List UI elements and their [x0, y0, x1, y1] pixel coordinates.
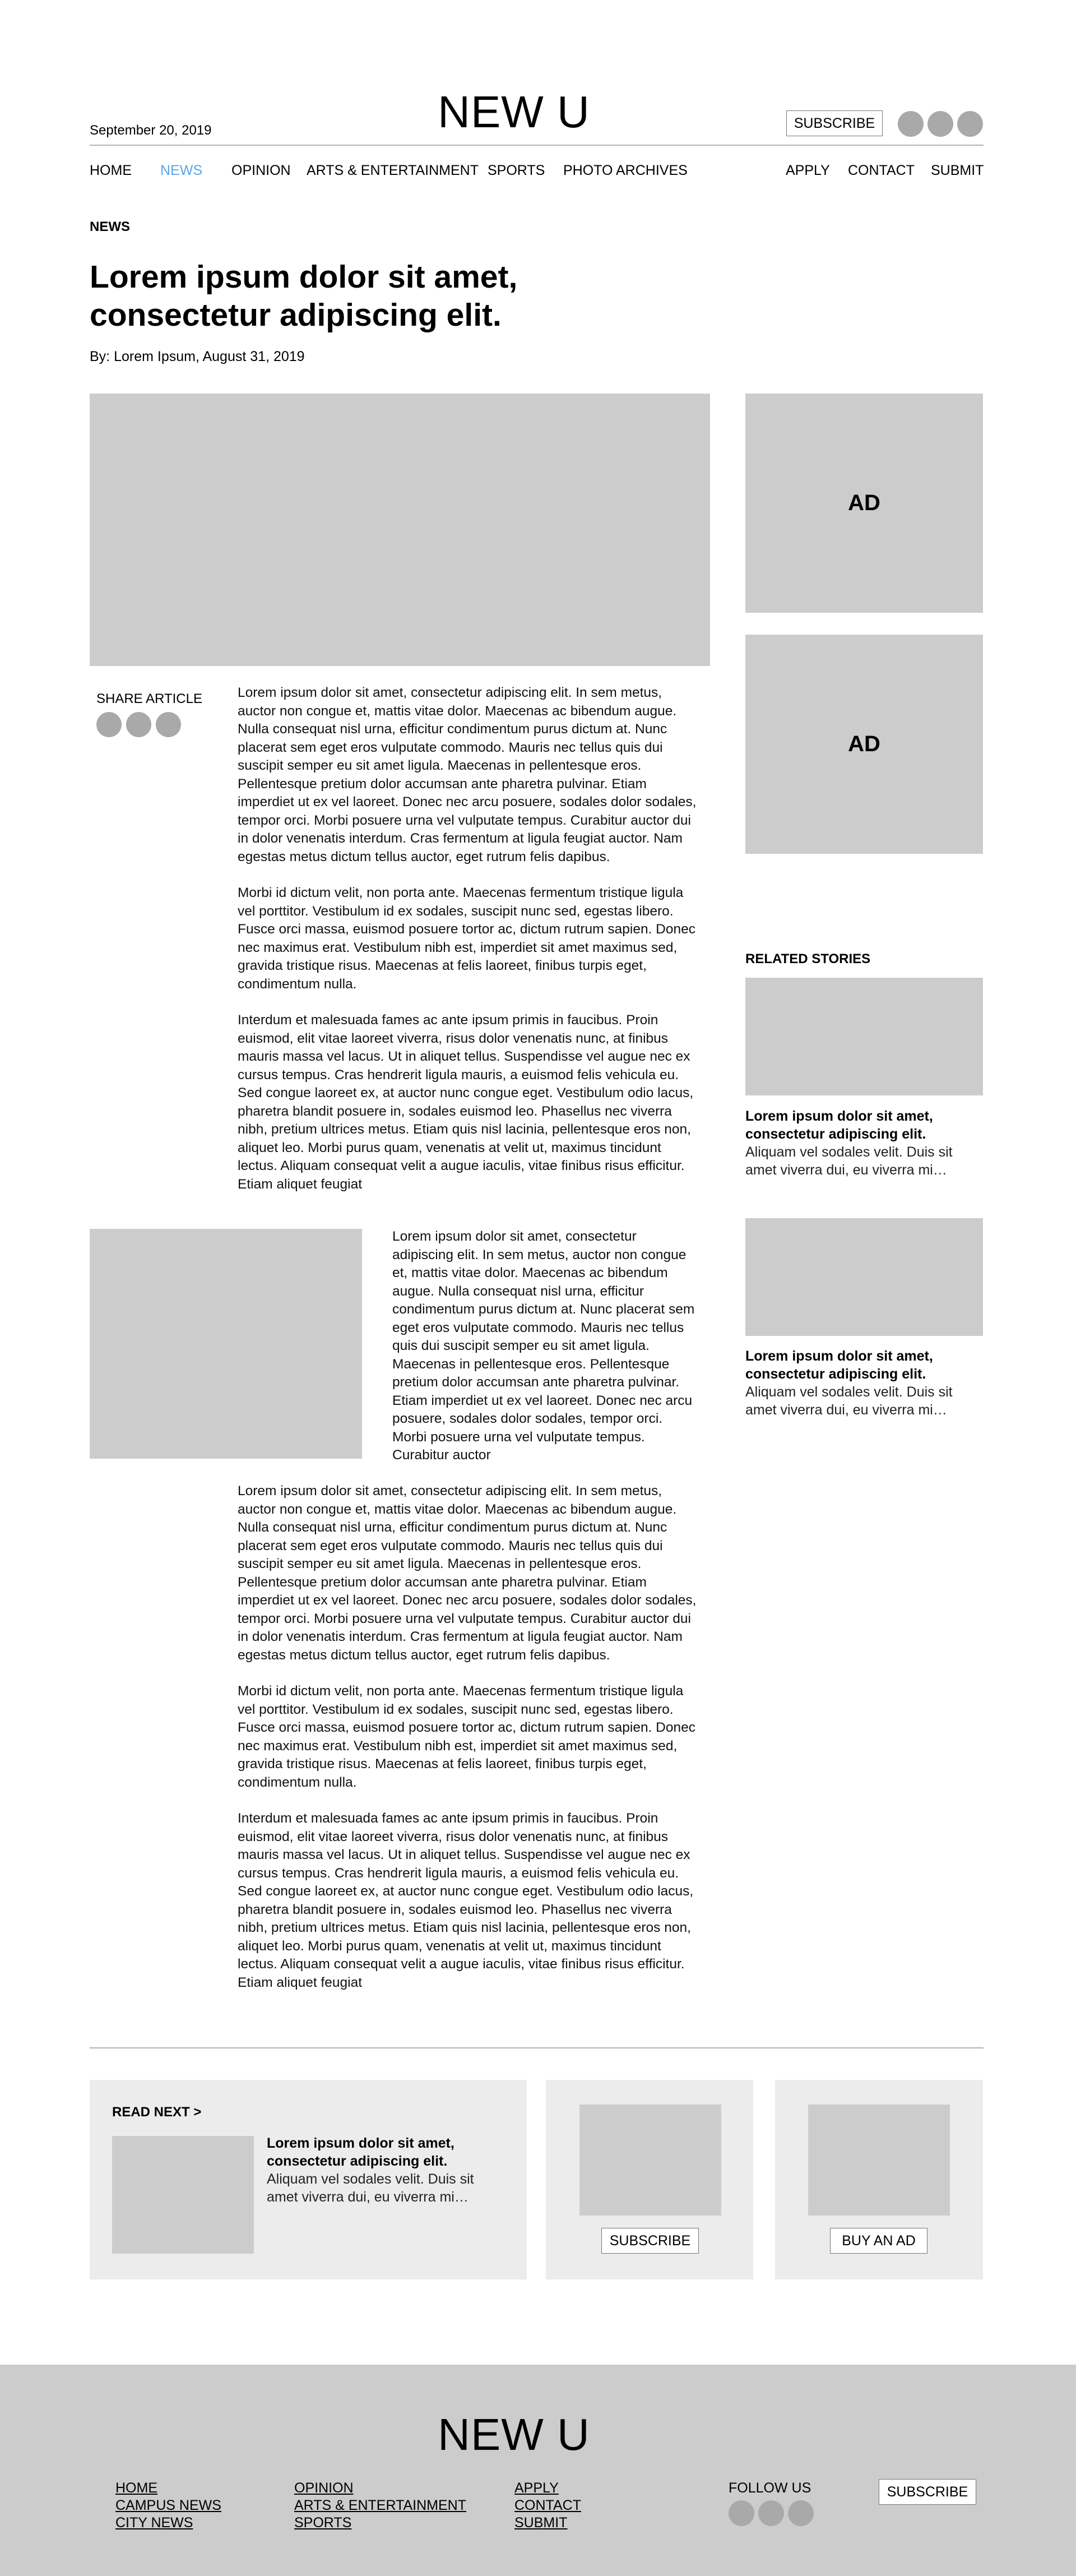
masthead-logo[interactable]: NEW U — [438, 87, 590, 137]
related-story-desc — [745, 1383, 986, 1419]
footer-link-arts-entertainment[interactable]: ARTS & ENTERTAINMENT — [294, 2498, 466, 2513]
nav-photo-archives[interactable]: PHOTO ARCHIVES — [563, 163, 688, 178]
social-icon[interactable] — [957, 111, 983, 137]
ad-label: AD — [848, 732, 880, 756]
footer-link-apply[interactable]: APPLY — [514, 2480, 559, 2496]
hero-image — [90, 394, 710, 666]
nav-sports[interactable]: SPORTS — [488, 163, 545, 178]
related-story-title-line: consectetur adipiscing elit. — [745, 1366, 926, 1382]
related-story-desc-line: Aliquam vel sodales velit. Duis sit — [745, 1384, 953, 1400]
article-paragraph: Interdum et malesuada fames ac ante ipsum primis in faucibus. Proin euismod, elit vitae laoreet viverra, risus dolor venenatis nunc, at finibus mauris massa vel lacus. Ut in aliquet tellus. Suspendisse vel augue nec ex cursus tempus. Cras hendrerit ligula mauris, a euismod felis vehicula eu. Sed congue laoreet ex, at auctor nunc congue eget. Vestibulum odio lacus, pharetra blandit posuere in, sodales euismod leo. Phasellus nec viverra nibh, pretium ultrices metus. Etiam quis nisl lacinia, pellentesque eros non, aliquet leo. Morbi purus quam, venenatis at velit ut, maximus tincidunt lectus. Aliquam consequat velit a augue iaculis, vitae finibus risus efficitur. Etiam aliquet feugiat — [238, 1811, 694, 1990]
article-byline: By: Lorem Ipsum, August 31, 2019 — [90, 349, 305, 364]
read-next-title-line: consectetur adipiscing elit. — [267, 2153, 448, 2169]
header-subscribe-button[interactable]: SUBSCRIBE — [786, 110, 883, 136]
article-paragraph: Lorem ipsum dolor sit amet, consectetur adipiscing elit. In sem metus, auctor non congue et, mattis vitae dolor. Maecenas ac bibendum augue. Nulla consequat nisl urna, efficitur condimentum purus dictum at. Nunc placerat sem eget eros vulputate commodo. Mauris nec tellus quis dui suscipit semper eu sit amet ligula. Maecenas in pellentesque eros. Pellentesque pretium dolor accumsan ante pharetra pulvinar. Etiam imperdiet ut ex vel laoreet. Donec nec arcu posuere, sodales dolor sodales, tempor orci. Morbi posuere urna vel vulputate tempus. Curabitur auctor — [392, 1229, 695, 1463]
read-next-desc-line: Aliquam vel sodales velit. Duis sit — [267, 2171, 474, 2187]
follow-us-label: FOLLOW US — [729, 2480, 811, 2496]
share-icon[interactable] — [96, 712, 122, 737]
related-story-desc — [745, 1143, 986, 1179]
header-date: September 20, 2019 — [90, 123, 212, 138]
article-paragraph: Interdum et malesuada fames ac ante ipsum primis in faucibus. Proin euismod, elit vitae laoreet viverra, risus dolor venenatis nunc, at finibus mauris massa vel lacus. Ut in aliquet tellus. Suspendisse vel augue nec ex cursus tempus. Cras hendrerit ligula mauris, a euismod felis vehicula eu. Sed congue laoreet ex, at auctor nunc congue eget. Vestibulum odio lacus, pharetra blandit posuere in, sodales euismod leo. Phasellus nec viverra nibh, pretium ultrices metus. Etiam quis nisl lacinia, pellentesque eros non, aliquet leo. Morbi purus quam, venenatis at velit ut, maximus tincidunt lectus. Aliquam consequat velit a augue iaculis, vitae finibus risus efficitur. Etiam aliquet feugiat — [238, 1012, 694, 1192]
footer-link-opinion[interactable]: OPINION — [294, 2480, 354, 2496]
related-story-title-line: Lorem ipsum dolor sit amet, — [745, 1348, 933, 1364]
read-next-story[interactable] — [267, 2134, 513, 2206]
related-story-title — [745, 1347, 986, 1383]
article-body-top — [238, 684, 697, 1194]
article-paragraph: Morbi id dictum velit, non porta ante. Maecenas fermentum tristique ligula vel porttitor. Vestibulum id ex sodales, suscipit nunc sed, egestas libero. Fusce orci massa, euismod posuere tortor ac, dictum rutrum sapien. Donec nec maximus erat. Vestibulum nibh est, imperdiet sit amet maximus sed, gravida tristique risus. Maecenas at felis laoreet, finibus turpis eget, condimentum nulla. — [238, 885, 696, 992]
related-story[interactable] — [745, 1107, 986, 1179]
article-title-line: Lorem ipsum dolor sit amet, — [90, 259, 518, 295]
related-story-image[interactable] — [745, 1218, 983, 1336]
read-next-card — [90, 2080, 527, 2279]
article-title — [90, 258, 517, 334]
article-paragraph: Lorem ipsum dolor sit amet, consectetur adipiscing elit. In sem metus, auctor non congue et, mattis vitae dolor. Maecenas ac bibendum augue. Nulla consequat nisl urna, efficitur condimentum purus dictum at. Nunc placerat sem eget eros vulputate commodo. Mauris nec tellus quis dui suscipit semper eu sit amet ligula. Maecenas in pellentesque eros. Pellentesque pretium dolor accumsan ante pharetra pulvinar. Etiam imperdiet ut ex vel laoreet. Donec nec arcu posuere, sodales dolor sodales, tempor orci. Morbi posuere urna vel vulputate tempus. Curabitur auctor dui in dolor venenatis interdum. Cras fermentum at ligula feugiat auctor. Nam egestas metus dictum tellus auctor, eget rutrum felis dapibus. — [238, 1483, 697, 1663]
article-paragraph: Lorem ipsum dolor sit amet, consectetur adipiscing elit. In sem metus, auctor non congue et, mattis vitae dolor. Maecenas ac bibendum augue. Nulla consequat nisl urna, efficitur condimentum purus dictum at. Nunc placerat sem eget eros vulputate commodo. Mauris nec tellus quis dui suscipit semper eu sit amet ligula. Maecenas in pellentesque eros. Pellentesque pretium dolor accumsan ante pharetra pulvinar. Etiam imperdiet ut ex vel laoreet. Donec nec arcu posuere, sodales dolor sodales, tempor orci. Morbi posuere urna vel vulputate tempus. Curabitur auctor dui in dolor venenatis interdum. Cras fermentum at ligula feugiat auctor. Nam egestas metus dictum tellus auctor, eget rutrum felis dapibus. — [238, 685, 697, 864]
related-stories-heading: RELATED STORIES — [745, 951, 871, 966]
sidebar-ad-2[interactable] — [745, 635, 983, 854]
inline-image — [90, 1229, 362, 1459]
footer-social-icon[interactable] — [758, 2500, 784, 2526]
footer-link-submit[interactable]: SUBMIT — [514, 2515, 568, 2531]
nav-news[interactable]: NEWS — [160, 163, 202, 178]
share-label: SHARE ARTICLE — [96, 691, 202, 706]
related-story-title-line: consectetur adipiscing elit. — [745, 1126, 926, 1142]
content-divider — [90, 2047, 984, 2048]
article-body-beside-image — [392, 1228, 695, 1465]
subscribe-card-image — [579, 2105, 721, 2216]
related-story[interactable] — [745, 1347, 986, 1419]
nav-apply[interactable]: APPLY — [786, 163, 830, 178]
subscribe-card — [546, 2080, 753, 2279]
read-next-desc — [267, 2170, 513, 2206]
article-title-line: consectetur adipiscing elit. — [90, 297, 502, 333]
related-story-title-line: Lorem ipsum dolor sit amet, — [745, 1108, 933, 1124]
ad-label: AD — [848, 491, 880, 515]
related-story-title — [745, 1107, 986, 1143]
footer-link-sports[interactable]: SPORTS — [294, 2515, 352, 2531]
footer-link-campus-news[interactable]: CAMPUS NEWS — [115, 2498, 221, 2513]
footer-logo[interactable]: NEW U — [438, 2409, 590, 2459]
social-icon[interactable] — [898, 111, 924, 137]
nav-arts-entertainment[interactable]: ARTS & ENTERTAINMENT — [307, 163, 479, 178]
nav-home[interactable]: HOME — [90, 163, 132, 178]
read-next-title-line: Lorem ipsum dolor sit amet, — [267, 2135, 454, 2151]
buy-ad-card-image — [808, 2105, 950, 2216]
read-next-image[interactable] — [112, 2136, 254, 2254]
nav-opinion[interactable]: OPINION — [231, 163, 291, 178]
footer-link-contact[interactable]: CONTACT — [514, 2498, 581, 2513]
buy-ad-button[interactable]: BUY AN AD — [830, 2228, 927, 2254]
footer-link-city-news[interactable]: CITY NEWS — [115, 2515, 193, 2531]
header-divider — [90, 145, 984, 146]
footer-link-home[interactable]: HOME — [115, 2480, 157, 2496]
related-story-desc-line: Aliquam vel sodales velit. Duis sit — [745, 1144, 953, 1160]
card-subscribe-button[interactable]: SUBSCRIBE — [601, 2228, 699, 2254]
footer — [0, 2365, 1076, 2576]
nav-contact[interactable]: CONTACT — [848, 163, 915, 178]
buy-ad-card — [775, 2080, 983, 2279]
footer-social-icon[interactable] — [788, 2500, 814, 2526]
read-next-label[interactable]: READ NEXT > — [112, 2105, 202, 2120]
related-story-image[interactable] — [745, 978, 983, 1095]
related-story-desc-line: amet viverra dui, eu viverra mi… — [745, 1162, 947, 1178]
sidebar-ad-1[interactable] — [745, 394, 983, 613]
read-next-title — [267, 2134, 513, 2170]
nav-submit[interactable]: SUBMIT — [931, 163, 984, 178]
article-body-bottom — [238, 1482, 697, 1992]
related-story-desc-line: amet viverra dui, eu viverra mi… — [745, 1402, 947, 1418]
article-paragraph: Morbi id dictum velit, non porta ante. Maecenas fermentum tristique ligula vel porttitor. Vestibulum id ex sodales, suscipit nunc sed, egestas libero. Fusce orci massa, euismod posuere tortor ac, dictum rutrum sapien. Donec nec maximus erat. Vestibulum nibh est, imperdiet sit amet maximus sed, gravida tristique risus. Maecenas at felis laoreet, finibus turpis eget, condimentum nulla. — [238, 1684, 696, 1790]
footer-subscribe-button[interactable]: SUBSCRIBE — [879, 2479, 976, 2505]
footer-social-icon[interactable] — [729, 2500, 754, 2526]
read-next-desc-line: amet viverra dui, eu viverra mi… — [267, 2189, 469, 2205]
share-icon[interactable] — [156, 712, 181, 737]
social-icon[interactable] — [927, 111, 953, 137]
section-label: NEWS — [90, 219, 130, 234]
share-icon[interactable] — [126, 712, 151, 737]
